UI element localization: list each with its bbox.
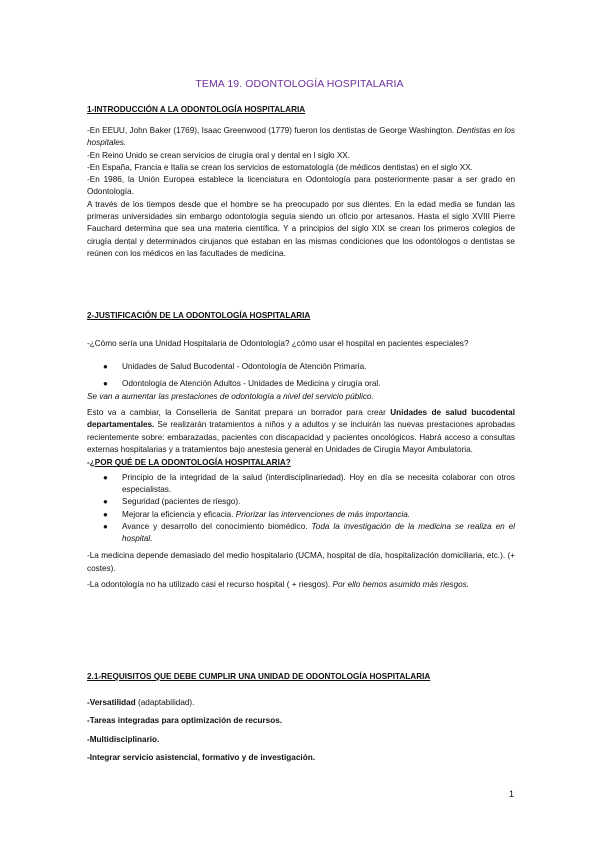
bullet-icon: ●: [103, 378, 108, 388]
paragraph: -En 1986, la Unión Europea establece la licenciatura en Odontología para posteriormente pasar a ser grado en Odontología.: [87, 175, 515, 197]
bullet-icon: ●: [103, 497, 108, 507]
bullet-list: [87, 472, 515, 546]
requirement-item: -Versatilidad (adaptabilidad).: [87, 698, 195, 707]
bullet-icon: ●: [103, 521, 108, 531]
subheading: -¿POR QUÉ DE LA ODONTOLOGÍA HOSPITALARIA?: [87, 458, 291, 468]
paragraph: A través de los tiempos desde que el hombre se ha preocupado por sus dientes. En la edad media se fundan las primeras universidades sin embargo odontología seguía siendo un oficio por artesanos. Hasta el siglo XVIII Pierre Fauchard determina que sea una materia científica. Y a principios del siglo XIX se crean los primeros colegios de cirugía dental y determinados cirujanos que estaban en las mismas condiciones que los odontólogos o dentistas se reúnen con los médicos en las facultades de medicina.: [87, 199, 515, 258]
bullet-icon: ●: [103, 509, 108, 519]
paragraph: -En EEUU, John Baker (1769), Isaac Greenwood (1779) fueron los dentistas de George Washington. Dentistas en los hospitales.: [87, 126, 516, 148]
paragraph: -La odontología no ha utilizado casi el recurso hospital ( + riesgos). Por ello hemos asumido más riesgos.: [87, 580, 470, 590]
document-title: TEMA 19. ODONTOLOGÍA HOSPITALARIA: [195, 78, 404, 90]
section-justificacion: [87, 310, 515, 322]
list-item: ● Odontología de Atención Adultos - Unidades de Medicina y cirugía oral.: [87, 378, 515, 390]
list-item: ● Principio de la integridad de la salud (interdisciplinariedad). Hoy en día se necesita colaborar con otros especialistas.: [103, 472, 515, 494]
section-justificacion-body: [87, 338, 515, 591]
section-requisitos: [87, 671, 515, 683]
section-introduccion: [87, 104, 515, 116]
paragraph: Esto va a cambiar, la Conselleria de Sanitat prepara un borrador para crear Unidades de salud bucodental departamentales. Se realizarán tratamientos a niños y a adultos y se incluirán las nuevas prestaciones aprobadas recientemente sobre: embarazadas, pacientes con discapacidad y pacientes oncológicos. Habrá acceso a consultas externas hospitalarias y a tratamientos bajo anestesia general en Unidades de Cirugía Mayor Ambulatoria.: [87, 408, 515, 455]
list-item: ● Unidades de Salud Bucodental - Odontología de Atención Primaria.: [87, 361, 515, 373]
bullet-list: [87, 361, 515, 390]
requirement-item: -Tareas integradas para optimización de recursos.: [87, 716, 283, 726]
list-item: ● Avance y desarrollo del conocimiento biomédico. Toda la investigación de la medicina se realiza en el hospital.: [103, 521, 515, 544]
requirement-item: -Multidisciplinario.: [87, 734, 160, 744]
list-item: ● Seguridad (pacientes de riesgo).: [87, 496, 515, 508]
list-item: ● Mejorar la eficiencia y eficacia. Priorizar las intervenciones de más importancia.: [87, 509, 515, 521]
section-requisitos-body: [87, 697, 515, 764]
section-heading: 2.1-REQUISITOS QUE DEBE CUMPLIR UNA UNIDAD DE ODONTOLOGÍA HOSPITALARIA: [87, 672, 431, 681]
section-heading: 1-INTRODUCCIÓN A LA ODONTOLOGÍA HOSPITALARIA: [87, 105, 306, 114]
bullet-icon: ●: [103, 362, 108, 372]
question-paragraph: -¿Cómo sería una Unidad Hospitalaria de Odontología? ¿cómo usar el hospital en pacientes especiales?: [87, 339, 469, 348]
page-number: 1: [509, 789, 515, 799]
paragraph: -En Reino Unido se crean servicios de cirugía oral y dental en l siglo XX.: [87, 150, 351, 160]
bullet-icon: ●: [103, 472, 108, 482]
requirement-item: -Integrar servicio asistencial, formativo y de investigación.: [87, 752, 315, 762]
section-heading: 2-JUSTIFICACIÓN DE LA ODONTOLOGÍA HOSPITALARIA: [87, 311, 311, 320]
paragraph: -La medicina depende demasiado del medio hospitalario (UCMA, hospital de día, hospitalización domiciliaria, etc.). (+ costes).: [87, 551, 515, 573]
section-introduccion-body: [87, 125, 515, 260]
paragraph: -En España, Francia e Italia se crean los servicios de estomatología (de médicos dentistas) en el siglo XX.: [87, 162, 473, 172]
note: Se van a aumentar las prestaciones de odontología a nivel del servicio público.: [87, 391, 374, 401]
